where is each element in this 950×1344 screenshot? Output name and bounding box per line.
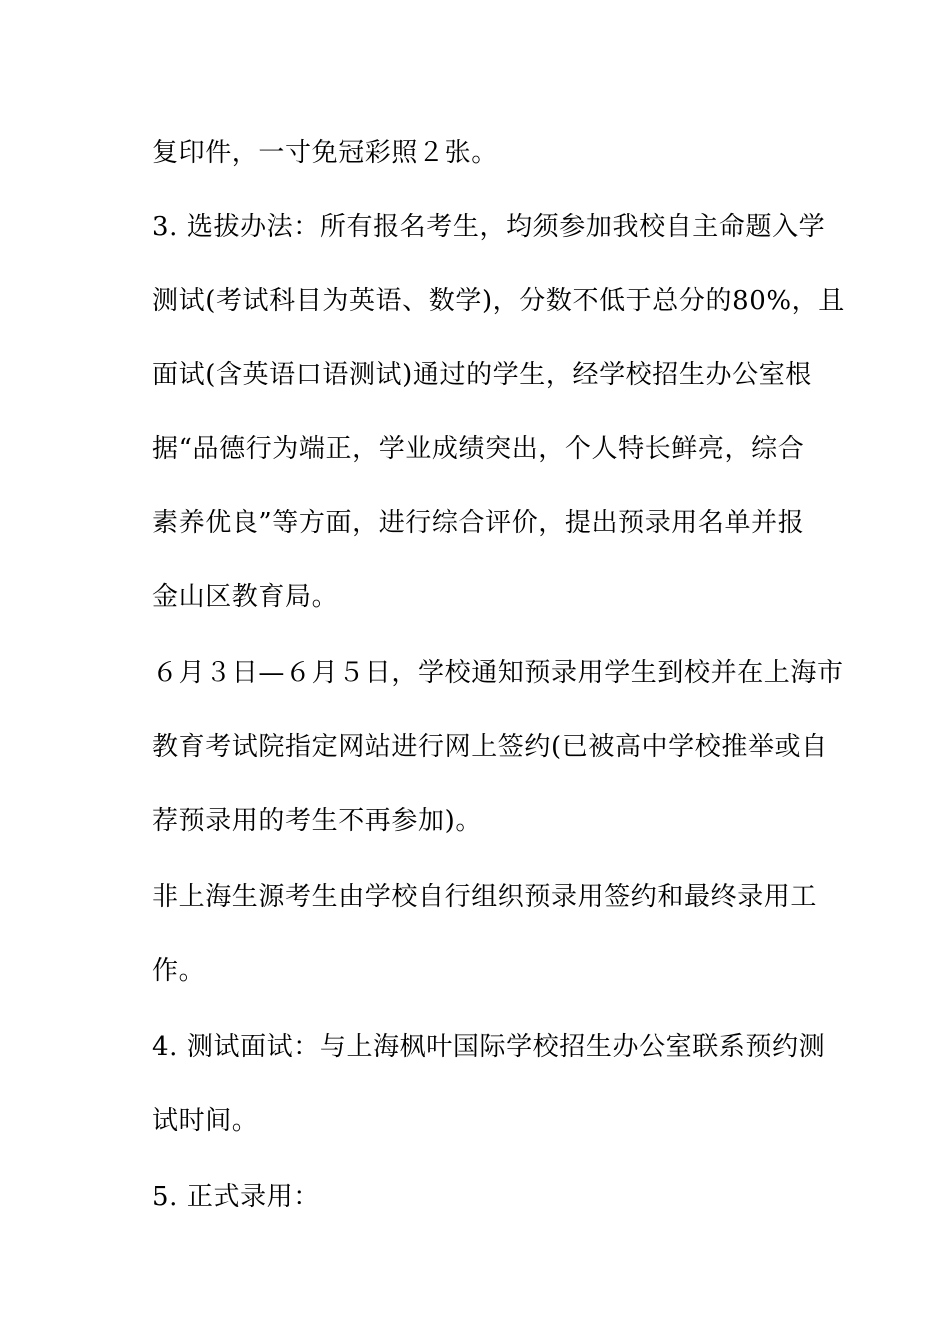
text-line: 据“品德行为端正，学业成绩突出，个人特长鲜亮，综合 xyxy=(152,434,805,464)
text-line: ６月３日—６月５日，学校通知预录用学生到校并在上海市 xyxy=(152,658,844,688)
text-line: 教育考试院指定网站进行网上签约(已被高中学校推举或自 xyxy=(152,732,828,762)
text-line: 荐预录用的考生不再参加)。 xyxy=(152,806,482,836)
text-line: 试时间。 xyxy=(152,1106,259,1136)
text-line: 3. 选拔办法：所有报名考生，均须参加我校自主命题入学 xyxy=(152,212,826,242)
text-line: 复印件，一寸免冠彩照２张。 xyxy=(152,138,498,168)
text-line: 素养优良”等方面，进行综合评价，提出预录用名单并报 xyxy=(152,508,805,538)
text-line: 非上海生源考生由学校自行组织预录用签约和最终录用工 xyxy=(152,882,818,912)
text-line: 面试(含英语口语测试)通过的学生，经学校招生办公室根 xyxy=(152,360,812,390)
text-line: 5. 正式录用： xyxy=(152,1182,320,1212)
text-line: 4. 测试面试：与上海枫叶国际学校招生办公室联系预约测 xyxy=(152,1032,826,1062)
text-line: 金山区教育局。 xyxy=(152,582,339,612)
text-line: 测试(考试科目为英语、数学)，分数不低于总分的80%，且 xyxy=(152,286,845,316)
text-line: 作。 xyxy=(152,956,206,986)
